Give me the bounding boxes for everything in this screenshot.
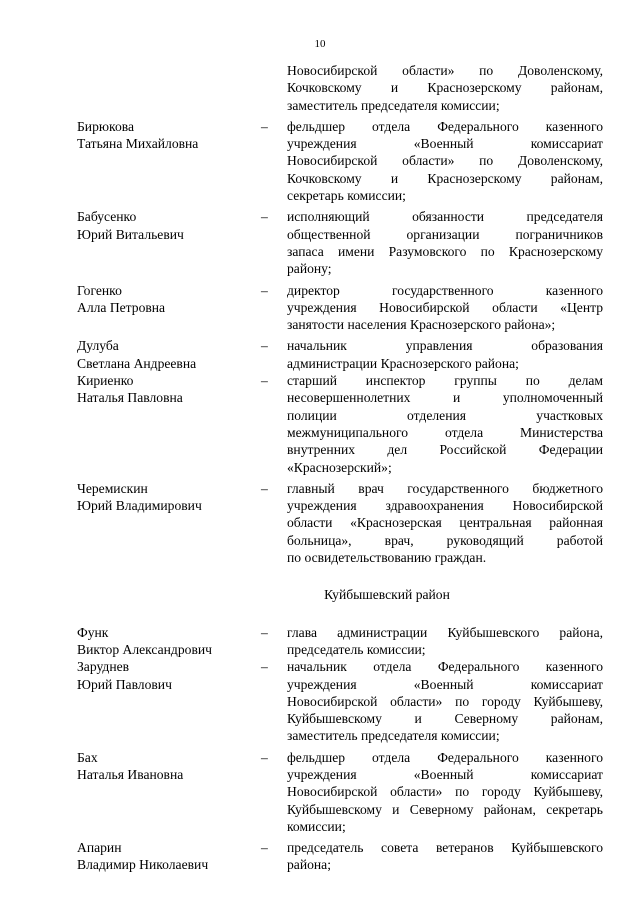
role-line: полиции отделения участковых [287,407,603,423]
member-role [287,372,603,476]
member-role [287,118,603,204]
role-line: учреждения здравоохранения Новосибирской [287,498,603,514]
member-name [77,839,260,874]
role-line: Куйбышевскому и Северному районам, [287,711,603,727]
role-line: Новосибирской области» по городу Куйбышеву, [287,784,603,800]
role-line: району; [287,261,332,277]
dash: – [261,373,268,389]
dash: – [261,624,268,640]
role-line: района; [287,857,331,873]
member-entry [77,208,603,277]
member-role [287,839,603,874]
member-name [77,118,260,153]
member-entry [77,624,603,659]
member-name [77,624,260,659]
member-role [287,62,603,114]
role-line: общественной организации пограничников [287,226,603,242]
role-line: фельдшер отдела Федерального казенного [287,118,603,134]
role-line: учреждения «Военный комиссариат [287,676,603,692]
role-line: директор государственного казенного [287,282,603,298]
role-line: Новосибирской области» по Доволенскому, [287,153,603,169]
member-given-names: Юрий Павлович [77,676,172,692]
member-role [287,208,603,277]
role-line: секретарь комиссии; [287,188,406,204]
role-line: Новосибирской области» по Доволенскому, [287,63,603,78]
role-line: внутренних дел Российской Федерации [287,442,603,458]
member-surname: Черемискин [77,480,148,496]
dash: – [261,480,268,496]
role-line: учреждения Новосибирской области «Центр [287,299,603,315]
member-role [287,480,603,566]
member-role [287,624,603,659]
member-surname: Бабусенко [77,209,137,225]
member-entry [77,282,603,334]
member-given-names: Юрий Витальевич [77,226,184,242]
member-name [77,208,260,243]
member-name [77,749,260,784]
role-line: Новосибирской области» по городу Куйбышеву, [287,693,603,709]
member-given-names: Светлана Андреевна [77,355,197,371]
member-entry [77,749,603,835]
member-entry [77,658,603,744]
member-name [77,658,260,693]
member-name [77,372,260,407]
section-title: Куйбышевский район [324,587,450,603]
role-line: Куйбышевскому и Северному районам, секретарь [287,801,603,817]
dash: – [261,840,268,856]
dash: – [261,282,268,298]
dash: – [261,659,268,675]
dash: – [261,209,268,225]
page-number: 10 [314,38,326,50]
role-line: учреждения «Военный комиссариат [287,766,603,782]
member-entry [77,480,603,566]
member-name [77,282,260,317]
role-line: председатель совета ветеранов Куйбышевского [287,840,603,856]
role-line: заместитель председателя комиссии; [287,97,500,113]
role-line: Кочковскому и Краснозерскому районам, [287,170,603,186]
member-role [287,749,603,835]
member-entry [77,839,603,874]
role-line: заместитель председателя комиссии; [287,728,500,744]
role-line: больница», врач, руководящий работой [287,532,603,548]
member-given-names: Владимир Николаевич [77,857,209,873]
member-name [77,480,260,515]
role-line: учреждения «Военный комиссариат [287,136,603,152]
member-surname: Бирюкова [77,118,135,134]
role-line: по освидетельствованию граждан. [287,550,487,566]
dash: – [261,338,268,354]
role-line: Кочковскому и Краснозерскому районам, [287,80,603,96]
role-line: глава администрации Куйбышевского района, [287,624,603,640]
entry-continuation [77,62,603,114]
member-name [77,337,260,372]
member-entry [77,118,603,204]
role-line: начальник управления образования [287,338,603,354]
member-given-names: Татьяна Михайловна [77,136,199,152]
role-line: фельдшер отдела Федерального казенного [287,749,603,765]
role-line: председатель комиссии; [287,641,426,657]
role-line: исполняющий обязанности председателя [287,209,603,225]
member-surname: Бах [77,749,98,765]
member-entry [77,372,603,476]
member-entry [77,337,603,372]
member-surname: Апарин [77,840,122,856]
member-role [287,658,603,744]
role-line: области «Краснозерская центральная районная [287,515,603,531]
member-role [287,282,603,334]
role-line: межмуниципального отдела Министерства [287,424,603,440]
role-line: несовершеннолетних и уполномоченный [287,390,603,406]
dash: – [261,749,268,765]
member-given-names: Наталья Павловна [77,390,183,406]
member-surname: Дулуба [77,338,119,354]
member-given-names: Юрий Владимирович [77,498,202,514]
role-line: главный врач государственного бюджетного [287,480,603,496]
member-surname: Гогенко [77,282,122,298]
role-line: старший инспектор группы по делам [287,373,603,389]
member-surname: Кириенко [77,373,134,389]
role-line: занятости населения Краснозерского района»; [287,317,556,333]
dash: – [261,118,268,134]
member-role [287,337,603,372]
member-surname: Заруднев [77,659,130,675]
member-surname: Функ [77,624,109,640]
role-line: начальник отдела Федерального казенного [287,659,603,675]
member-given-names: Наталья Ивановна [77,766,184,782]
role-line: «Краснозерский»; [287,459,392,475]
commission-list [77,62,603,874]
role-line: администрации Краснозерского района; [287,355,519,371]
member-given-names: Алла Петровна [77,299,166,315]
role-line: запаса имени Разумовского по Краснозерскому [287,243,603,259]
member-given-names: Виктор Александрович [77,641,212,657]
role-line: комиссии; [287,818,346,834]
